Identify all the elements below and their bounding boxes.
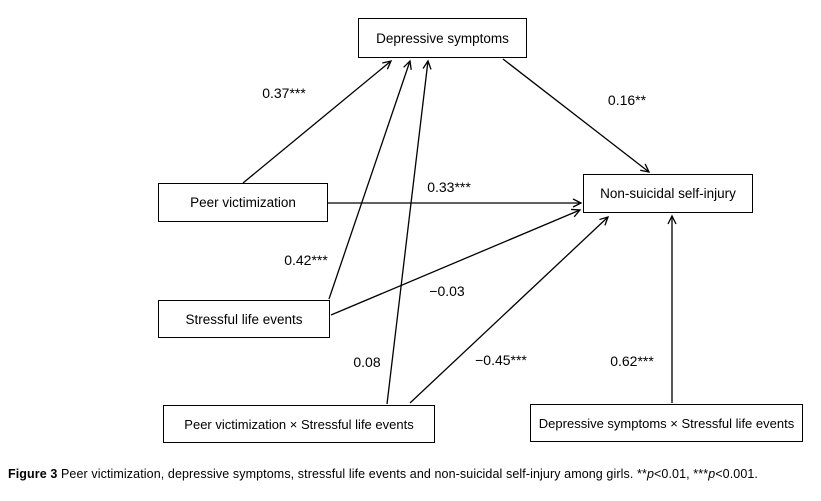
- node-stressful-life-events: [158, 300, 330, 338]
- significance-stars-1: **: [637, 467, 647, 481]
- coefficient-ds-to-nssi: 0.16**: [607, 92, 647, 108]
- significance-stars-2: ***: [693, 467, 709, 481]
- arrow-pvsle-to-nssi: [410, 217, 608, 403]
- coefficient-sle-to-ds: 0.42***: [284, 252, 328, 268]
- node-non-suicidal-self-injury: [583, 174, 753, 213]
- node-label: Peer victimization: [190, 195, 296, 210]
- node-label: Depressive symptoms: [376, 30, 509, 46]
- node-label: Peer victimization × Stressful life events: [184, 416, 414, 432]
- coefficient-pv-to-ds: 0.37***: [262, 85, 306, 101]
- coefficient-pvsle-to-ds: 0.08: [353, 354, 381, 370]
- node-label: Stressful life events: [185, 311, 303, 327]
- node-label: Depressive symptoms × Stressful life events: [538, 415, 795, 431]
- figure-caption: [8, 467, 808, 481]
- node-label: Non-suicidal self-injury: [600, 186, 736, 201]
- significance-threshold-1: <0.01,: [654, 467, 694, 481]
- figure-caption-label: Figure 3: [8, 467, 58, 481]
- significance-p-1: p: [646, 467, 654, 481]
- arrow-ds-to-nssi: [503, 59, 649, 172]
- coefficient-dssle-to-nssi: 0.62***: [610, 353, 654, 369]
- node-pv-x-sle: [163, 405, 435, 443]
- coefficient-pvsle-to-nssi: −0.45***: [475, 352, 527, 368]
- node-depressive-symptoms: [358, 18, 527, 58]
- coefficient-pv-to-nssi: 0.33***: [427, 179, 471, 195]
- node-peer-victimization: [158, 183, 328, 222]
- coefficient-sle-to-nssi: −0.03: [429, 283, 465, 299]
- arrow-pv-to-ds: [243, 61, 391, 183]
- significance-threshold-2: <0.001.: [715, 467, 759, 481]
- arrow-sle-to-nssi: [331, 210, 580, 315]
- node-ds-x-sle: [530, 404, 803, 442]
- arrow-sle-to-ds: [329, 61, 410, 299]
- significance-p-2: p: [708, 467, 716, 481]
- figure-caption-text: Peer victimization, depressive symptoms, stressful life events and non-suicidal self-injury among girls.: [57, 467, 637, 481]
